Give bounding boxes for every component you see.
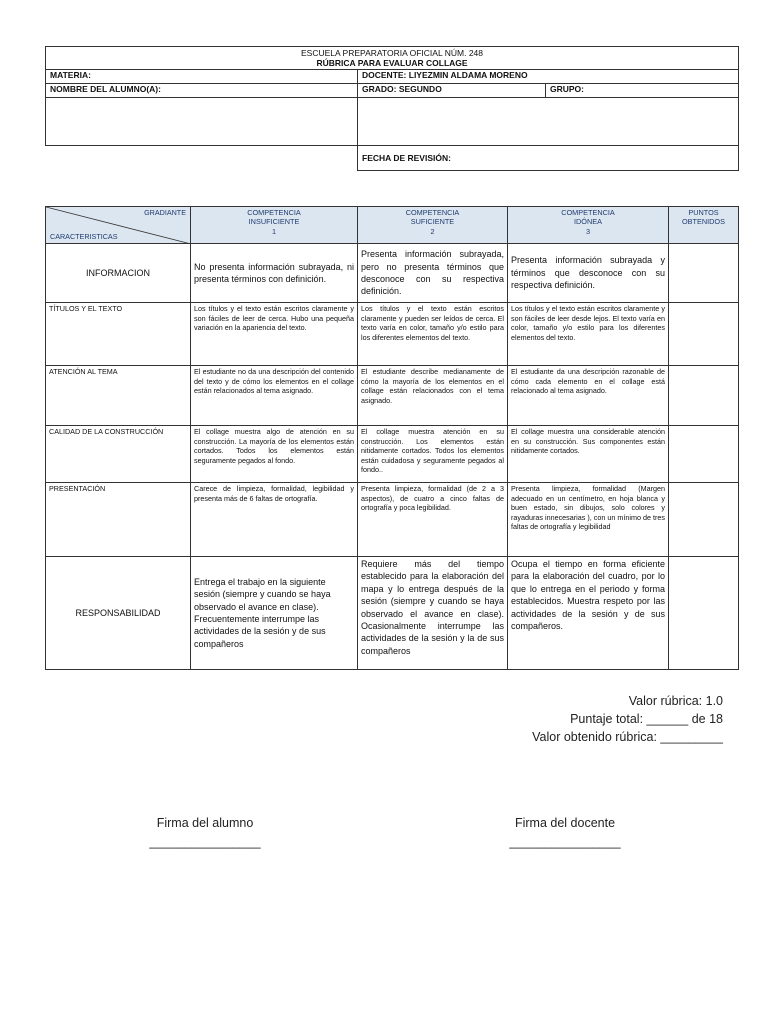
level-2-cell: El collage muestra atención en su construcción. Los elementos están nitidamente cortados. Todos los elementos están cuidadosa y seguramente pegados al fondo..: [358, 426, 508, 483]
alumno-name-field[interactable]: [46, 98, 358, 146]
materia-label: MATERIA:: [46, 70, 358, 84]
alumno-label: NOMBRE DEL ALUMNO(A):: [46, 84, 358, 98]
level-3-cell: El estudiante da una descripción razonable de cómo cada elemento en el collage está relacionado al tema asignado.: [508, 366, 669, 426]
header-table: [45, 46, 739, 171]
rubric-row-titulos: [46, 303, 739, 366]
valor-rubrica: Valor rúbrica: 1.0: [628, 694, 723, 708]
points-cell[interactable]: [669, 426, 739, 483]
criterion-cell: ATENCIÓN AL TEMA: [46, 366, 191, 426]
level-2-cell: El estudiante describe medianamente de cómo la mayoría de los elementos en el collage están relacionados con el tema asignado.: [358, 366, 508, 426]
rubric-row-informacion: [46, 244, 739, 303]
grupo-label: GRUPO:: [546, 84, 739, 98]
points-cell[interactable]: [669, 303, 739, 366]
grado-label: GRADO: SEGUNDO: [358, 84, 546, 98]
corner-top-label: GRADIANTE: [144, 208, 186, 217]
criterion-cell: INFORMACION: [46, 244, 191, 303]
docente-label: DOCENTE: LIYEZMIN ALDAMA MORENO: [358, 70, 739, 84]
points-cell[interactable]: [669, 366, 739, 426]
column-header-score: 3: [585, 226, 591, 236]
column-header-insuficiente: [191, 207, 358, 244]
points-cell[interactable]: [669, 483, 739, 557]
rubric-table: [45, 206, 739, 670]
level-2-cell: Requiere más del tiempo establecido para la elaboración del mapa y lo entrega después de la sesión (siempre y cuando se haya observado el avance en clase). Ocasionalmente interrumpe las actividades de la sesión y la de sus compañeros: [358, 557, 508, 670]
column-header-idonea: [508, 207, 669, 244]
level-3-cell: Los títulos y el texto están escritos claramente y son fáciles de leer desde lejos. El texto varía en color, tamaño y/o estilo para los diferentes elementos del texto.: [508, 303, 669, 366]
column-header-line: COMPETENCIA: [247, 208, 301, 217]
firma-docente-line: ________________: [509, 835, 621, 849]
level-1-cell: Carece de limpieza, formalidad, legibilidad y presenta más de 6 faltas de ortografía.: [191, 483, 358, 557]
grado-grupo-field[interactable]: [358, 98, 739, 146]
column-header-puntos: [669, 207, 739, 244]
rubric-row-presentacion: [46, 483, 739, 557]
column-header-line: OBTENIDOS: [682, 217, 725, 227]
criterion-cell: RESPONSABILIDAD: [46, 557, 191, 670]
column-header-score: 2: [430, 226, 435, 236]
header-title-cell: [46, 47, 739, 70]
rubric-row-atencion: [46, 366, 739, 426]
valor-obtenido: Valor obtenido rúbrica: _________: [532, 730, 723, 744]
column-header-line: PUNTOS: [688, 208, 719, 217]
rubric-row-responsabilidad: [46, 557, 739, 670]
firma-alumno-line: ________________: [149, 835, 261, 849]
level-1-cell: Entrega el trabajo en la siguiente sesión (siempre y cuando se haya observado el avance en clase). Frecuentemente interrumpe las actividades de la sesión y de sus compañeros: [191, 557, 358, 670]
document-title: RÚBRICA PARA EVALUAR COLLAGE: [316, 58, 468, 68]
level-2-cell: Los títulos y el texto están escritos claramente y pueden ser leídos de cerca. El texto varía en color, tamaño y/o estilo para los diferentes elementos del texto.: [358, 303, 508, 366]
level-3-cell: Presenta limpieza, formalidad (Margen adecuado en un centímetro, en hoja blanca y buen estado, sin dibujos, solo colores y rayaduras innecesarias ), con un mínimo de tres faltas de ortografía y legibilidad: [508, 483, 669, 557]
corner-cell: [46, 207, 191, 244]
column-header-line: COMPETENCIA: [405, 208, 460, 217]
column-header-line: COMPETENCIA: [561, 208, 615, 217]
level-3-cell: El collage muestra una considerable atención en su construcción. Sus componentes están nitidamente cortados.: [508, 426, 669, 483]
level-1-cell: Los títulos y el texto están escritos claramente y son fáciles de leer de cerca. Hubo una pequeña variación en la apariencia del texto.: [191, 303, 358, 366]
level-3-cell: Presenta información subrayada y términos que desconoce con su respectiva definición.: [508, 244, 669, 303]
column-header-line: IDÓNEA: [574, 217, 602, 227]
school-name: ESCUELA PREPARATORIA OFICIAL NÚM. 248: [300, 48, 484, 58]
level-1-cell: El collage muestra algo de atención en su construcción. La mayoría de los elementos están cortados. Todos los elementos están seguramente pegados al fondo.: [191, 426, 358, 483]
fecha-revision-label: FECHA DE REVISIÓN:: [358, 146, 739, 171]
criterion-cell: TÍTULOS Y EL TEXTO: [46, 303, 191, 366]
criterion-cell: PRESENTACIÓN: [46, 483, 191, 557]
firma-docente-label: Firma del docente: [514, 816, 616, 830]
level-3-cell: Ocupa el tiempo en forma eficiente para la elaboración del cuadro, por lo que lo entrega en el periodo y forma establecidos. Muestra respeto por las actividades de la sesión y de sus compañeros.: [508, 557, 669, 670]
puntaje-total: Puntaje total: ______ de 18: [570, 712, 723, 726]
column-header-line: SUFICIENTE: [410, 217, 455, 227]
level-1-cell: El estudiante no da una descripción del contenido del texto y de cómo los elementos en el collage están relacionados al tema asignado.: [191, 366, 358, 426]
level-1-cell: No presenta información subrayada, ni presenta términos con definición.: [191, 244, 358, 303]
rubric-header-row: [46, 207, 739, 244]
points-cell[interactable]: [669, 244, 739, 303]
column-header-line: INSUFICIENTE: [248, 217, 300, 227]
corner-bottom-label: CARACTERISTICAS: [50, 231, 118, 241]
rubric-row-calidad: [46, 426, 739, 483]
column-header-score: 1: [271, 226, 277, 236]
points-cell[interactable]: [669, 557, 739, 670]
column-header-suficiente: [358, 207, 508, 244]
criterion-cell: CALIDAD DE LA CONSTRUCCIÓN: [46, 426, 191, 483]
level-2-cell: Presenta limpieza, formalidad (de 2 a 3 aspectos), de cuatro a cinco faltas de ortografía y poca legibilidad.: [358, 483, 508, 557]
firma-alumno-label: Firma del alumno: [156, 816, 254, 830]
level-2-cell: Presenta información subrayada, pero no presenta términos que desconoce con su respectiva definición.: [358, 244, 508, 303]
